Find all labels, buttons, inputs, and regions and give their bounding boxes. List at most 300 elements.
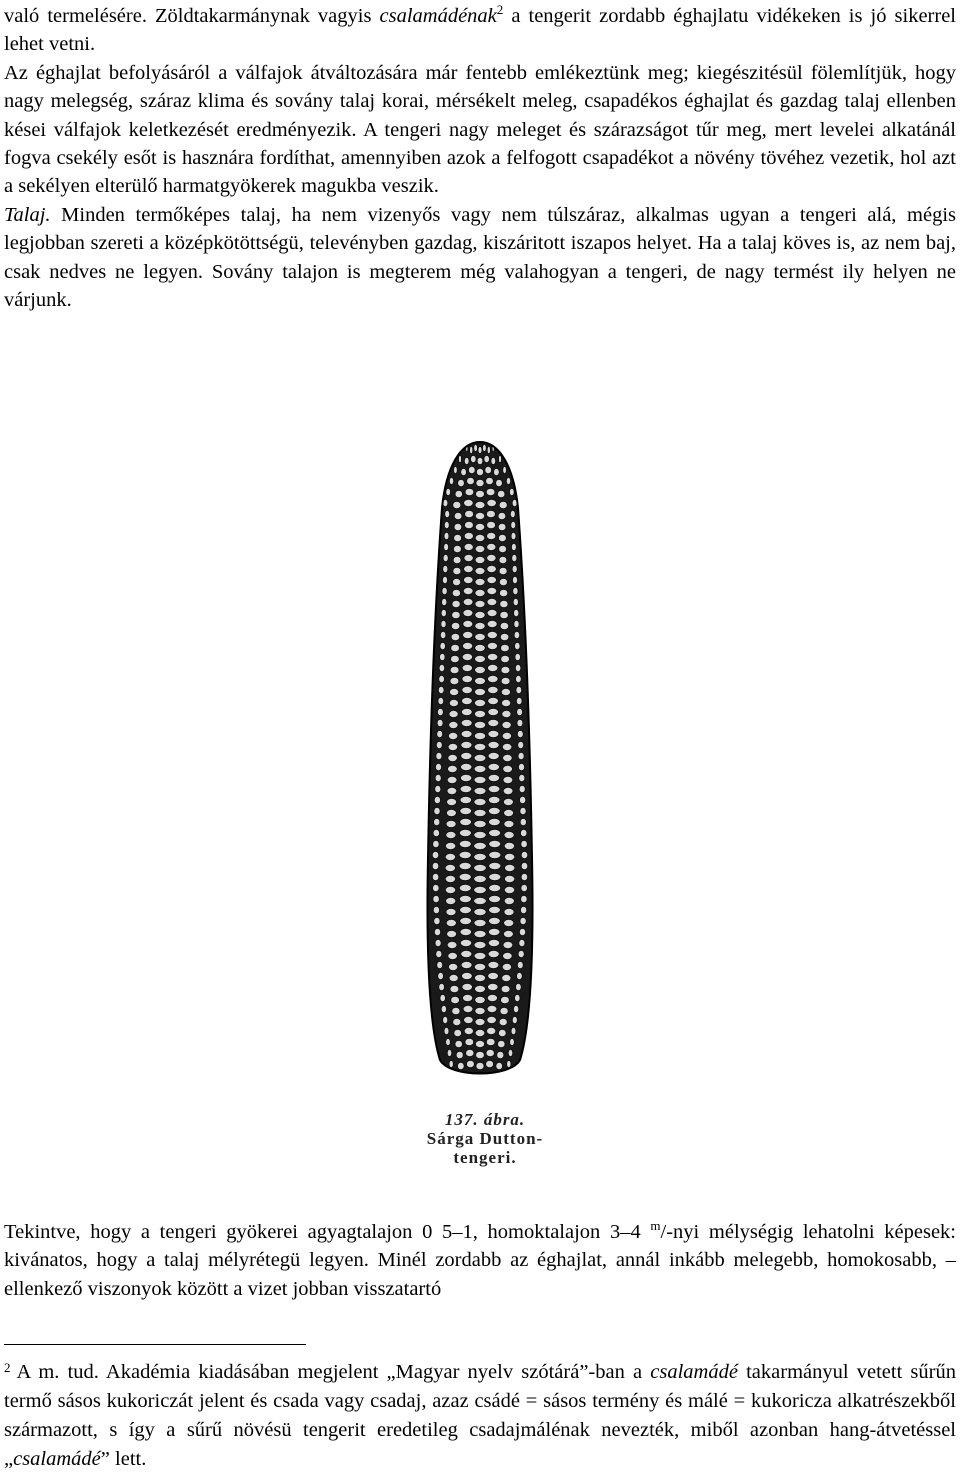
kernel xyxy=(488,939,499,946)
kernel xyxy=(518,741,524,748)
kernel xyxy=(519,763,525,770)
text-span: ” lett. xyxy=(100,1448,147,1470)
kernel xyxy=(438,972,444,979)
kernel xyxy=(451,655,460,662)
kernel xyxy=(459,840,471,847)
kernel xyxy=(489,862,501,869)
kernel xyxy=(486,1060,494,1067)
kernel xyxy=(444,543,449,550)
kernel xyxy=(439,983,445,990)
kernel xyxy=(475,611,485,618)
kernel xyxy=(439,675,445,682)
kernel xyxy=(474,798,486,805)
kernel xyxy=(498,1040,505,1047)
kernel xyxy=(447,787,457,794)
kernel xyxy=(443,1016,448,1023)
kernel xyxy=(475,556,485,563)
kernel xyxy=(449,732,458,739)
kernel xyxy=(474,743,485,750)
kernel xyxy=(515,653,520,660)
kernel xyxy=(486,1038,495,1045)
kernel xyxy=(503,765,513,772)
kernel xyxy=(487,994,497,1001)
kernel xyxy=(517,708,523,715)
kernel xyxy=(474,444,478,451)
kernel xyxy=(487,1005,497,1012)
kernel xyxy=(475,1018,485,1025)
kernel xyxy=(503,952,512,959)
kernel xyxy=(513,598,518,605)
kernel xyxy=(505,864,515,871)
kernel xyxy=(453,501,461,508)
kernel xyxy=(477,468,484,475)
kernel xyxy=(448,765,458,772)
kernel xyxy=(489,796,500,803)
footnote-mark: 2 xyxy=(4,1360,11,1375)
kernel xyxy=(463,620,473,627)
kernel xyxy=(515,664,520,671)
kernel xyxy=(489,884,501,891)
kernel xyxy=(454,545,462,552)
kernel xyxy=(446,897,456,904)
kernel xyxy=(474,963,485,970)
kernel xyxy=(452,1007,460,1014)
kernel xyxy=(474,952,486,959)
kernel xyxy=(450,666,459,673)
kernel xyxy=(447,798,457,805)
kernel xyxy=(474,809,486,816)
kernel xyxy=(488,708,499,715)
kernel xyxy=(454,523,462,530)
kernel xyxy=(460,906,472,913)
kernel xyxy=(502,732,511,739)
kernel xyxy=(444,532,449,539)
kernel xyxy=(474,875,486,882)
kernel xyxy=(475,600,485,607)
kernel xyxy=(455,1040,462,1047)
kernel xyxy=(474,941,486,948)
kernel xyxy=(504,908,514,915)
kernel xyxy=(464,532,473,539)
kernel xyxy=(489,917,501,924)
kernel xyxy=(462,675,472,682)
kernel xyxy=(438,697,444,704)
kernel xyxy=(505,875,515,882)
kernel xyxy=(504,820,514,827)
kernel xyxy=(442,598,447,605)
kernel xyxy=(499,455,502,462)
kernel xyxy=(465,488,474,495)
kernel xyxy=(460,807,472,814)
kernel xyxy=(502,710,511,717)
kernel xyxy=(445,875,455,882)
kernel xyxy=(475,974,486,981)
kernel xyxy=(433,840,439,847)
text-span: takarmányul vetett sűrűn termő sásos kukoriczát jelent és csada vagy csadaj, azaz csádé = sásos termény és málé = kukoricza alkatrészekből származott, s így a sűrű növésü tengerit eredetileg csadajmálénak nevezték, miből azonban hang-átvetéssel „ xyxy=(4,1361,956,1470)
kernel xyxy=(502,721,511,728)
kernel xyxy=(500,622,508,629)
kernel xyxy=(459,873,471,880)
kernel xyxy=(491,457,496,464)
kernel xyxy=(513,576,518,583)
kernel xyxy=(475,534,484,541)
kernel xyxy=(463,994,473,1001)
kernel xyxy=(520,818,526,825)
kernel xyxy=(497,1051,504,1058)
kernel xyxy=(487,532,496,539)
kernel xyxy=(516,983,522,990)
kernel xyxy=(517,719,523,726)
kernel xyxy=(464,576,473,583)
kernel xyxy=(488,664,498,671)
kernel xyxy=(511,521,516,528)
kernel xyxy=(453,578,461,585)
kernel xyxy=(463,631,473,638)
kernel xyxy=(446,908,456,915)
kernel xyxy=(486,488,495,495)
section-heading-talaj: Talaj. xyxy=(4,203,51,226)
kernel xyxy=(435,774,441,781)
kernel xyxy=(514,609,519,616)
kernel xyxy=(488,697,499,704)
kernel xyxy=(434,917,440,924)
kernel xyxy=(501,688,510,695)
italic-term: csalamádé xyxy=(650,1361,738,1383)
kernel xyxy=(501,985,510,992)
kernel xyxy=(440,994,445,1001)
kernel xyxy=(504,831,514,838)
kernel xyxy=(445,864,455,871)
kernel xyxy=(488,961,499,968)
kernel xyxy=(432,851,438,858)
kernel xyxy=(465,1038,474,1045)
kernel xyxy=(499,578,507,585)
kernel xyxy=(463,587,473,594)
kernel xyxy=(474,919,486,926)
kernel xyxy=(453,567,461,574)
text-span: Tekintve, hogy a tengeri gyökerei agyagtalajon 0 5–1, homoktalajon 3–4 xyxy=(4,1221,651,1243)
kernel xyxy=(504,809,514,816)
kernel xyxy=(519,928,525,935)
caption-title-line2: tengeri. xyxy=(453,1148,517,1167)
kernel xyxy=(447,930,457,937)
kernel xyxy=(504,897,514,904)
kernel xyxy=(450,688,459,695)
kernel xyxy=(489,807,501,814)
kernel xyxy=(461,741,472,748)
kernel xyxy=(440,631,445,638)
kernel xyxy=(475,523,484,530)
kernel xyxy=(437,730,443,737)
kernel xyxy=(487,521,496,528)
kernel xyxy=(453,1018,461,1025)
kernel xyxy=(447,1049,451,1056)
kernel xyxy=(461,950,472,957)
kernel xyxy=(487,609,497,616)
kernel xyxy=(501,655,510,662)
kernel xyxy=(488,950,499,957)
kernel xyxy=(501,666,510,673)
kernel xyxy=(501,644,510,651)
kernel xyxy=(484,455,489,462)
kernel xyxy=(503,941,513,948)
kernel xyxy=(487,631,497,638)
kernel xyxy=(488,730,499,737)
kernel xyxy=(445,886,455,893)
kernel xyxy=(436,752,442,759)
kernel xyxy=(488,763,499,770)
figure-137 xyxy=(0,438,960,1178)
kernel xyxy=(464,565,473,572)
kernel xyxy=(515,642,520,649)
kernel xyxy=(449,699,458,706)
kernel xyxy=(517,972,523,979)
caption-title-line1: Sárga Dutton- xyxy=(426,1129,544,1148)
kernel xyxy=(463,598,473,605)
kernel xyxy=(521,840,527,847)
kernel xyxy=(521,895,527,902)
kernel xyxy=(475,710,486,717)
kernel xyxy=(511,532,516,539)
kernel xyxy=(475,655,486,662)
kernel xyxy=(440,653,445,660)
kernel xyxy=(487,1016,496,1023)
kernel xyxy=(469,466,476,473)
kernel xyxy=(483,444,487,451)
kernel xyxy=(461,961,472,968)
footnote-ref[interactable]: 2 xyxy=(496,2,504,17)
italic-term: csalamádénak xyxy=(379,5,497,27)
kernel xyxy=(476,490,485,497)
kernel xyxy=(474,864,486,871)
kernel xyxy=(441,1005,446,1012)
kernel xyxy=(452,589,460,596)
kernel xyxy=(433,884,439,891)
kernel xyxy=(500,589,508,596)
kernel xyxy=(521,873,527,880)
kernel xyxy=(460,796,471,803)
kernel xyxy=(474,721,485,728)
kernel xyxy=(446,1038,451,1045)
kernel xyxy=(446,919,456,926)
kernel xyxy=(499,545,507,552)
kernel xyxy=(462,708,473,715)
kernel xyxy=(475,545,484,552)
text-span: /-nyi mélységig lehatolni képesek: kivánatos, hogy a talaj mélyrétegü legyen. Minél zordabb az éghajlat, annál inkább melegebb, homokosabb, – ellenkező viszonyok között a vizet jobban visszatartó xyxy=(4,1221,956,1300)
kernel xyxy=(474,776,486,783)
kernel xyxy=(464,554,473,561)
kernel xyxy=(459,862,471,869)
kernel xyxy=(475,677,486,684)
kernel xyxy=(459,851,471,858)
kernel xyxy=(434,807,440,814)
kernel xyxy=(436,950,442,957)
kernel xyxy=(502,743,511,750)
kernel xyxy=(508,1049,512,1056)
kernel xyxy=(461,730,472,737)
kernel xyxy=(475,622,485,629)
italic-term: csalamádé xyxy=(13,1448,101,1470)
kernel xyxy=(521,829,527,836)
kernel xyxy=(462,686,472,693)
kernel xyxy=(474,842,486,849)
kernel xyxy=(518,752,524,759)
kernel xyxy=(477,457,483,464)
kernel xyxy=(486,1049,494,1056)
kernel xyxy=(451,633,459,640)
kernel xyxy=(446,842,456,849)
kernel xyxy=(448,743,457,750)
kernel xyxy=(433,906,439,913)
kernel xyxy=(434,796,440,803)
kernel xyxy=(516,675,522,682)
kernel xyxy=(510,510,515,517)
kernel xyxy=(460,818,472,825)
kernel xyxy=(496,479,503,486)
corn-cob-illustration xyxy=(380,438,580,1078)
kernel xyxy=(502,699,511,706)
kernel xyxy=(489,873,501,880)
kernel xyxy=(461,752,472,759)
kernel xyxy=(449,974,458,981)
kernel xyxy=(520,807,526,814)
kernel xyxy=(487,1027,496,1034)
kernel xyxy=(488,741,499,748)
kernel xyxy=(499,1029,507,1036)
kernel xyxy=(449,1060,453,1067)
kernel xyxy=(489,928,500,935)
kernel xyxy=(446,831,456,838)
kernel xyxy=(503,787,513,794)
text-span: A m. tud. Akadémia kiadásában megjelent „Magyar nyelv szótárá”-ban a xyxy=(16,1361,651,1383)
kernel xyxy=(504,919,514,926)
kernel xyxy=(460,917,472,924)
kernel xyxy=(443,576,448,583)
kernel xyxy=(489,818,501,825)
kernel xyxy=(445,510,450,517)
kernel xyxy=(474,831,486,838)
kernel xyxy=(488,785,499,792)
kernel xyxy=(517,730,523,737)
kernel xyxy=(521,851,527,858)
kernel xyxy=(516,686,522,693)
kernel xyxy=(498,490,505,497)
kernel xyxy=(488,675,498,682)
kernel xyxy=(438,686,444,693)
kernel xyxy=(475,567,485,574)
kernel xyxy=(435,785,441,792)
kernel xyxy=(474,908,486,915)
kernel xyxy=(454,1029,462,1036)
kernel xyxy=(517,961,523,968)
kernel xyxy=(488,719,499,726)
kernel xyxy=(454,534,462,541)
kernel xyxy=(462,664,472,671)
kernel xyxy=(474,820,486,827)
kernel xyxy=(448,952,457,959)
kernel xyxy=(460,939,471,946)
kernel xyxy=(499,556,507,563)
kernel xyxy=(433,829,439,836)
kernel xyxy=(503,776,513,783)
kernel xyxy=(489,840,501,847)
kernel xyxy=(475,688,486,695)
kernel xyxy=(514,620,519,627)
kernel xyxy=(475,501,485,508)
footnote-divider xyxy=(4,1344,306,1345)
kernel xyxy=(433,895,439,902)
kernel xyxy=(461,719,472,726)
paragraph-1 xyxy=(4,2,956,59)
kernel xyxy=(460,928,471,935)
kernel xyxy=(463,1005,473,1012)
kernel xyxy=(476,1051,485,1058)
kernel xyxy=(446,488,451,495)
kernel xyxy=(499,501,507,508)
kernel xyxy=(512,565,517,572)
kernel xyxy=(450,985,459,992)
kernel xyxy=(462,972,473,979)
kernel xyxy=(437,719,443,726)
kernel xyxy=(467,477,475,484)
kernel xyxy=(488,686,498,693)
kernel xyxy=(500,611,508,618)
footnote-2 xyxy=(4,1358,956,1474)
figure-caption xyxy=(400,1110,570,1167)
kernel xyxy=(487,598,497,605)
kernel xyxy=(432,862,438,869)
kernel xyxy=(465,521,474,528)
kernel xyxy=(489,851,501,858)
kernel xyxy=(487,510,496,517)
kernel xyxy=(464,543,473,550)
kernel xyxy=(498,512,506,519)
text-span: a tengerit zordabb éghajlatu vidékeken is jó sikerrel lehet vetni. xyxy=(4,5,956,56)
kernel xyxy=(434,928,440,935)
kernel xyxy=(474,930,486,937)
kernel xyxy=(453,556,461,563)
kernel xyxy=(489,895,501,902)
kernel xyxy=(449,477,453,484)
kernel xyxy=(487,554,496,561)
kernel xyxy=(464,457,469,464)
kernel xyxy=(499,1018,507,1025)
kernel xyxy=(476,1040,485,1047)
kernel xyxy=(486,477,494,484)
kernel xyxy=(443,565,448,572)
kernel xyxy=(510,1038,515,1045)
kernel xyxy=(504,930,514,937)
kernel xyxy=(501,996,510,1003)
kernel xyxy=(461,468,467,475)
kernel xyxy=(511,1027,516,1034)
kernel xyxy=(489,906,501,913)
kernel xyxy=(478,446,482,453)
kernel xyxy=(504,842,514,849)
kernel xyxy=(474,853,486,860)
kernel xyxy=(464,1027,473,1034)
kernel xyxy=(496,1062,503,1069)
kernel xyxy=(444,521,449,528)
body-text-top xyxy=(4,2,956,314)
kernel xyxy=(448,754,457,761)
kernel xyxy=(451,622,459,629)
kernel xyxy=(462,697,473,704)
kernel xyxy=(518,950,524,957)
kernel xyxy=(475,699,486,706)
kernel xyxy=(456,1051,463,1058)
kernel xyxy=(475,996,485,1003)
